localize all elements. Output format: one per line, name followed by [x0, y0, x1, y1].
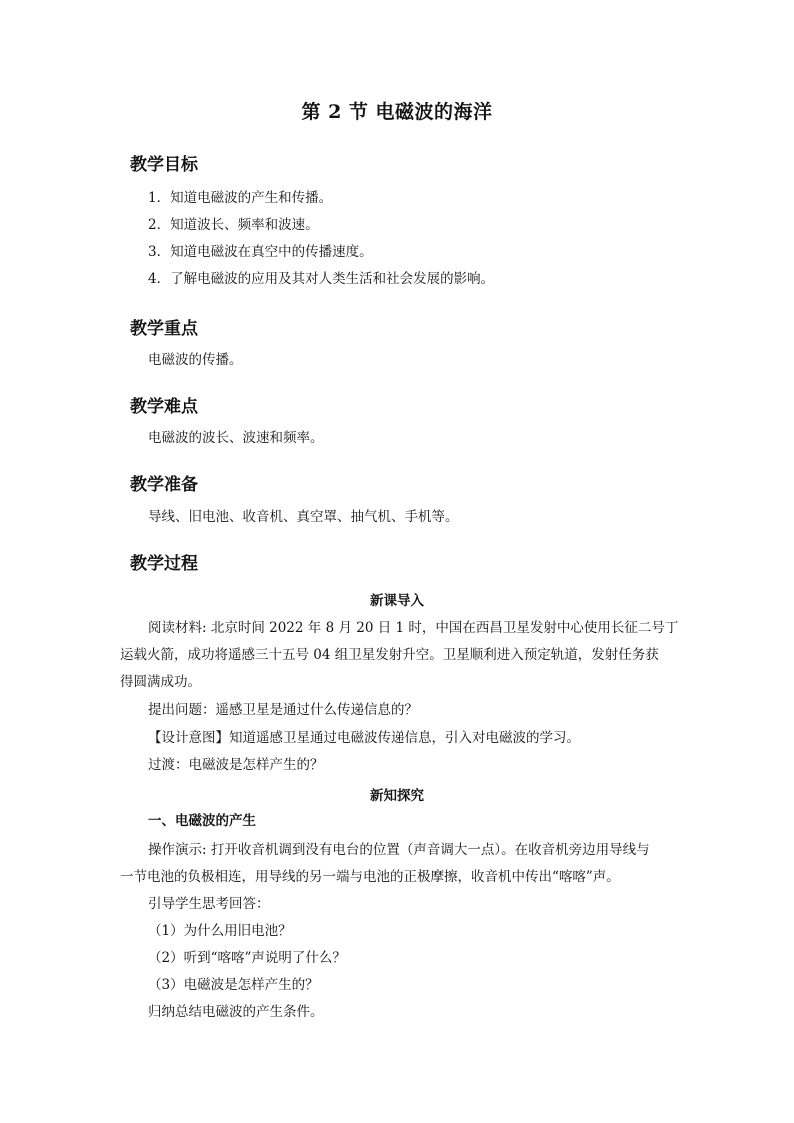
page-title: 第 2 节 电磁波的海洋 — [301, 101, 493, 123]
section-heading-preparation — [130, 470, 200, 497]
question-item: （3）电磁波是怎样产生的？ — [148, 977, 319, 993]
heading-text: 教学准备 — [130, 475, 198, 495]
goal-item: 3．知道电磁波在真空中的传播速度。 — [148, 244, 373, 260]
subheading-intro: 新课导入 — [370, 593, 424, 609]
reading-material-line: 阅读材料: 北京时间 2022 年 8 月 20 日 1 时，中国在西昌卫星发射中心使用长征二号丁 — [148, 620, 679, 636]
heading-text: 教学重点 — [130, 319, 198, 339]
demo-line: 一节电池的负极相连，用导线的另一端与电池的正极摩擦，收音机中传出“喀喀”声。 — [120, 869, 620, 885]
goal-item: 2．知道波长、频率和波速。 — [148, 217, 319, 233]
reading-material-line: 运载火箭，成功将遥感三十五号 04 组卫星发射升空。卫星顺利进入预定轨道，发射任务获 — [120, 647, 659, 663]
subheading-explore: 新知探究 — [370, 788, 424, 804]
section-heading-process — [130, 549, 200, 576]
transition-text: 过渡：电磁波是怎样产生的？ — [148, 757, 324, 773]
heading-text: 教学目标 — [130, 155, 198, 175]
guide-text: 引导学生思考回答： — [148, 896, 270, 912]
demo-line: 操作演示: 打开收音机调到没有电台的位置（声音调大一点）。在收音机旁边用导线与 — [148, 842, 650, 858]
key-points-text: 电磁波的传播。 — [148, 352, 243, 368]
summary-text: 归纳总结电磁波的产生条件。 — [148, 1004, 324, 1020]
difficulties-text: 电磁波的波长、波速和频率。 — [148, 430, 324, 446]
design-intent-text: 【设计意图】知道遥感卫星通过电磁波传递信息，引入对电磁波的学习。 — [148, 730, 580, 746]
heading-text: 教学难点 — [130, 397, 198, 417]
preparation-text: 导线、旧电池、收音机、真空罩、抽气机、手机等。 — [148, 509, 459, 525]
heading-text: 教学过程 — [130, 554, 198, 574]
section-heading-key-points — [130, 314, 200, 341]
section-heading-difficulties — [130, 392, 200, 419]
question-item: （1）为什么用旧电池？ — [148, 923, 292, 939]
question-item: （2）听到“喀喀”声说明了什么？ — [148, 950, 346, 966]
subheading-generation: 一、电磁波的产生 — [148, 813, 256, 829]
goal-item: 4．了解电磁波的应用及其对人类生活和社会发展的影响。 — [148, 271, 495, 287]
question-text: 提出问题：遥感卫星是通过什么传递信息的？ — [148, 702, 418, 718]
section-heading-goals — [130, 150, 200, 177]
goal-item: 1．知道电磁波的产生和传播。 — [148, 190, 333, 206]
reading-material-line: 得圆满成功。 — [120, 674, 201, 690]
